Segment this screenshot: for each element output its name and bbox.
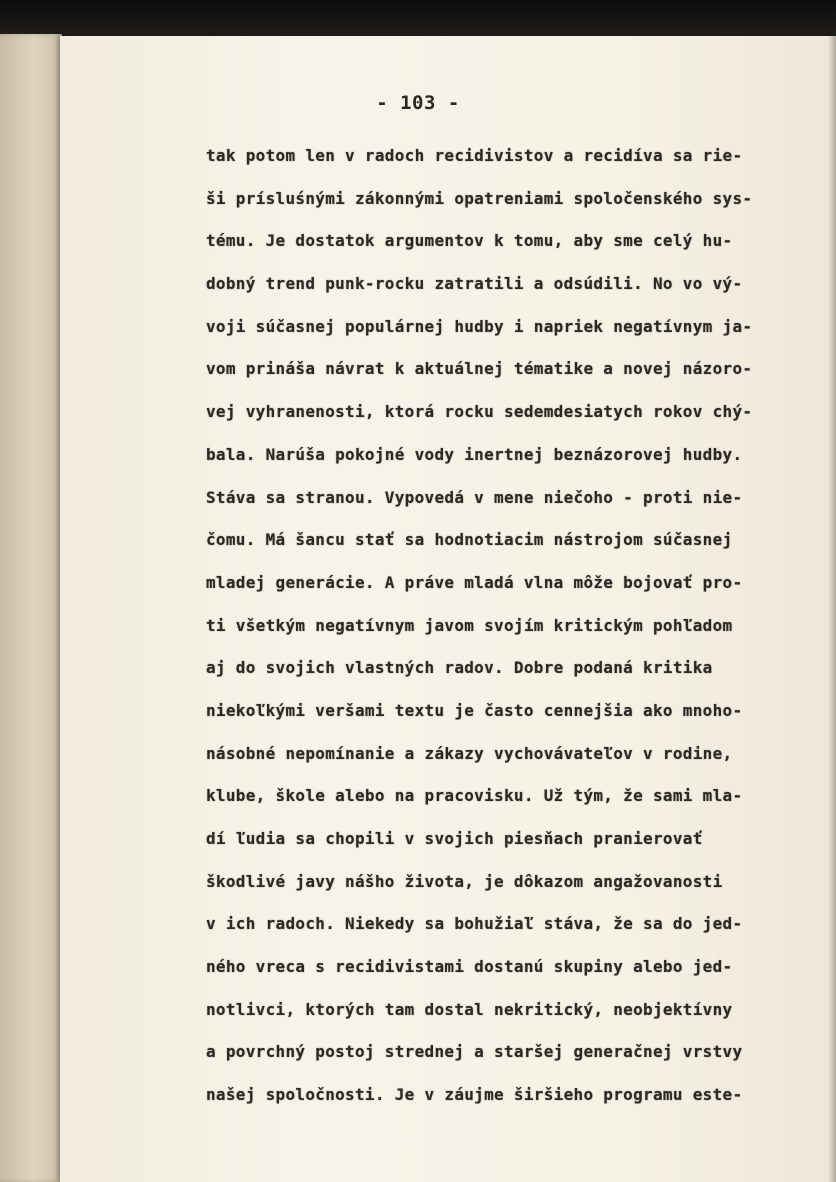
text-line: dobný trend punk-rocku zatratili a odsúdili. No vo vý- (206, 274, 743, 294)
text-line: čomu. Má šancu stať sa hodnotiacim nástrojom súčasnej (206, 530, 733, 550)
text-line: voji súčasnej populárnej hudby i napriek negatívnym ja- (206, 316, 753, 336)
text-line: notlivci, ktorých tam dostal nekritický, neobjektívny (206, 999, 733, 1019)
text-line: klube, škole alebo na pracovisku. Už tým, že sami mla- (206, 786, 743, 806)
book-spine-edge (0, 34, 62, 1182)
text-line: dí ľudia sa chopili v svojich piesňach pranierovať (206, 829, 703, 848)
text-line: ši prísluśnými zákonnými opatreniami spoločenského sys- (206, 188, 753, 208)
text-line: našej spoločnosti. Je v záujme širšieho programu este- (206, 1085, 743, 1105)
text-line: a povrchný postoj strednej a staršej generačnej vrstvy (206, 1042, 743, 1062)
text-line: ného vreca s recidivistami dostanú skupiny alebo jed- (206, 957, 733, 977)
text-line: tak potom len v radoch recidivistov a recidíva sa rie- (206, 146, 743, 165)
text-line: vom prináša návrat k aktuálnej tématike a novej názoro- (206, 359, 753, 379)
text-line: tému. Je dostatok argumentov k tomu, aby sme celý hu- (206, 231, 733, 251)
text-line: škodlivé javy nášho života, je dôkazom angažovanosti (206, 871, 723, 891)
text-line: vej vyhranenosti, ktorá rocku sedemdesiatych rokov chý- (206, 402, 753, 422)
body-text (206, 146, 786, 1128)
text-line: aj do svojich vlastných radov. Dobre podaná kritika (206, 658, 713, 678)
page-number: - 103 - (376, 92, 460, 114)
page-right-shadow (828, 36, 836, 1182)
text-line: mladej generácie. A práve mladá vlna môže bojovať pro- (206, 572, 743, 592)
text-line: Stáva sa stranou. Vypovedá v mene niečoho - proti nie- (206, 487, 743, 507)
text-line: niekoľkými veršami textu je často cennejšia ako mnoho- (206, 700, 743, 720)
text-line: ti všetkým negatívnym javom svojím kritickým pohľadom (206, 615, 733, 635)
scanner-top-edge (0, 0, 836, 40)
text-line: bala. Narúša pokojné vody inertnej beznázorovej hudby. (206, 444, 743, 464)
text-line: násobné nepomínanie a zákazy vychovávateľov v rodine, (206, 743, 733, 763)
text-line: v ich radoch. Niekedy sa bohužiaľ stáva, že sa do jed- (206, 914, 743, 934)
